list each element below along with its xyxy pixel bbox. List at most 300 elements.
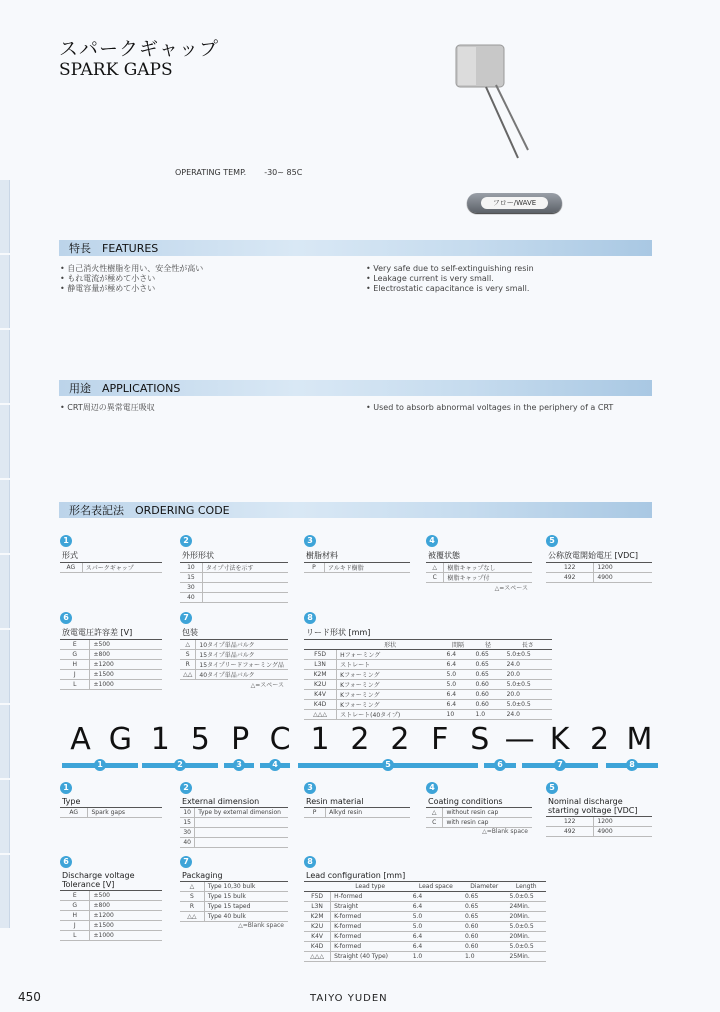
table-cell: AG — [60, 563, 82, 573]
table-row — [546, 817, 652, 827]
code-char: 2 — [390, 722, 410, 757]
table-cell: 10タイプ単品バルク — [196, 640, 288, 650]
table-cell: Type 10,30 bulk — [204, 882, 288, 892]
code-group-bars — [62, 760, 658, 770]
table-row — [60, 563, 162, 573]
table-header — [304, 640, 337, 650]
jp-area-b2 — [180, 535, 288, 603]
table-cell: 0.60 — [462, 922, 507, 932]
code-group-number: 5 — [382, 759, 394, 771]
table-cell: ストレート — [337, 660, 444, 670]
table-row — [304, 892, 546, 902]
table-cell: 20.0 — [504, 690, 552, 700]
table-row — [180, 640, 288, 650]
table-cell: 30 — [180, 583, 202, 593]
applications-jp: • CRT周辺の異常電圧吸収 — [60, 403, 155, 413]
table-cell: J — [60, 921, 90, 931]
table-cell — [195, 828, 288, 838]
code-group-number: 2 — [174, 759, 186, 771]
table-cell — [195, 818, 288, 828]
table-row — [60, 911, 162, 921]
jp-area-b1 — [60, 535, 162, 573]
jp-area-b7 — [180, 612, 288, 689]
table-cell: Type 15 bulk — [204, 892, 288, 902]
table-header: 間隔 — [444, 640, 473, 650]
block-title: Type — [60, 796, 162, 808]
table-row — [546, 573, 652, 583]
table-row — [180, 892, 288, 902]
block-number: 2 — [180, 535, 192, 547]
table-cell: 24.0 — [504, 710, 552, 720]
table-header: 長さ — [504, 640, 552, 650]
code-group-bar — [260, 760, 290, 769]
table-cell: 492 — [546, 827, 594, 837]
code-char: P — [231, 722, 250, 757]
block-table — [60, 563, 162, 573]
table-cell: P — [304, 563, 324, 573]
table-row — [180, 838, 288, 848]
table-cell: F5D — [304, 892, 331, 902]
table-row — [304, 902, 546, 912]
table-header — [304, 882, 331, 892]
code-char: 2 — [589, 722, 610, 757]
table-cell: 1.0 — [462, 952, 507, 962]
code-group-bar — [62, 760, 138, 769]
table-row — [304, 563, 410, 573]
table-cell: ±1500 — [90, 670, 162, 680]
table-cell: 樹脂キャップなし — [444, 563, 532, 573]
table-cell: ±1200 — [90, 911, 162, 921]
block-number: 6 — [60, 612, 72, 624]
table-cell: Straight — [331, 902, 410, 912]
table-cell: 6.4 — [444, 660, 473, 670]
block-table — [304, 808, 410, 818]
table-cell: H — [60, 911, 90, 921]
table-cell: ストレート(40タイプ) — [337, 710, 444, 720]
table-cell: L — [60, 931, 90, 941]
block-number: 1 — [60, 535, 72, 547]
table-cell: Kフォーミング — [337, 680, 444, 690]
en-area-b3 — [304, 782, 410, 818]
table-row — [304, 922, 546, 932]
table-header: Lead type — [331, 882, 410, 892]
table-row — [180, 593, 288, 603]
table-row — [60, 640, 162, 650]
spark-gap-product-image — [448, 40, 558, 165]
table-row — [304, 690, 552, 700]
block-table — [304, 882, 546, 962]
table-cell: Kフォーミング — [337, 670, 444, 680]
table-cell — [202, 583, 288, 593]
ordering-header: 形名表記法 ORDERING CODE — [59, 502, 652, 518]
table-cell: with resin cap — [443, 818, 532, 828]
table-cell: 0.65 — [462, 902, 507, 912]
block-title: リード形状 [mm] — [304, 626, 552, 640]
table-cell: 15 — [180, 818, 195, 828]
block-table — [304, 640, 552, 720]
table-cell: 0.65 — [462, 912, 507, 922]
block-title: 被覆状態 — [426, 549, 532, 563]
table-cell: タイプ寸法を示す — [202, 563, 288, 573]
table-cell: K2U — [304, 680, 337, 690]
table-cell: F5D — [304, 650, 337, 660]
table-row — [304, 650, 552, 660]
code-group-number: 4 — [269, 759, 281, 771]
table-cell — [195, 838, 288, 848]
table-row — [180, 583, 288, 593]
table-cell: 1.0 — [410, 952, 462, 962]
table-cell: 25Min. — [507, 952, 546, 962]
brand-name: TAIYO YUDEN — [310, 993, 388, 1004]
block-table — [180, 882, 288, 922]
table-cell: G — [60, 650, 90, 660]
table-row — [304, 932, 546, 942]
table-cell: 0.65 — [462, 892, 507, 902]
table-cell: 1200 — [594, 563, 652, 573]
page-title-jp: スパークギャップ — [59, 38, 220, 60]
code-char: 1 — [150, 722, 170, 757]
en-area-b1 — [60, 782, 162, 818]
block-title: Coating conditions — [426, 796, 532, 808]
table-cell: ±1500 — [90, 921, 162, 931]
side-tabs — [0, 180, 10, 930]
table-cell: R — [180, 660, 196, 670]
code-group-number: 1 — [94, 759, 106, 771]
block-note: △=Blank space — [482, 828, 528, 835]
block-note: △=スペース — [250, 682, 284, 689]
table-cell: 0.60 — [472, 690, 503, 700]
table-cell: Kフォーミング — [337, 700, 444, 710]
table-cell: ±500 — [90, 891, 162, 901]
table-cell: ±1000 — [90, 931, 162, 941]
table-cell: △△ — [180, 912, 204, 922]
table-header: 形状 — [337, 640, 444, 650]
table-cell: 10 — [444, 710, 473, 720]
table-row — [60, 670, 162, 680]
code-char: 2 — [350, 722, 370, 757]
table-cell: K2M — [304, 912, 331, 922]
table-cell: 40タイプ単品バルク — [196, 670, 288, 680]
table-row — [180, 818, 288, 828]
table-cell: S — [180, 892, 204, 902]
table-cell: アルキド樹脂 — [324, 563, 410, 573]
code-group-bar — [522, 760, 598, 769]
table-row — [180, 808, 288, 818]
block-note: △=スペース — [494, 585, 528, 592]
table-cell: 5.0 — [410, 912, 462, 922]
features-en: • Very safe due to self-extinguishing resin • Leakage current is very small. • Electrostatic capacitance is very small. — [366, 264, 534, 294]
table-cell: 5.0±0.5 — [504, 680, 552, 690]
applications-header: 用途 APPLICATIONS — [59, 380, 652, 396]
table-cell: 5.0 — [444, 670, 473, 680]
block-title: 樹脂材料 — [304, 549, 410, 563]
table-cell: Type 40 bulk — [204, 912, 288, 922]
block-number: 7 — [180, 612, 192, 624]
table-row — [426, 563, 532, 573]
table-row — [304, 912, 546, 922]
table-cell: R — [180, 902, 204, 912]
code-group-bar — [224, 760, 254, 769]
en-area-b7 — [180, 856, 288, 929]
code-char: 5 — [190, 722, 210, 757]
code-group-number: 6 — [494, 759, 506, 771]
table-cell: K4V — [304, 690, 337, 700]
table-cell: 24Min. — [507, 902, 546, 912]
table-cell: 15タイプ単品バルク — [196, 650, 288, 660]
block-number: 5 — [546, 782, 558, 794]
table-cell: L3N — [304, 660, 337, 670]
code-group-bar — [484, 760, 516, 769]
table-cell: G — [60, 901, 90, 911]
table-cell: Hフォーミング — [337, 650, 444, 660]
block-table — [180, 563, 288, 603]
table-row — [304, 808, 410, 818]
table-cell: 6.4 — [410, 942, 462, 952]
table-cell: △ — [180, 882, 204, 892]
table-cell: ±1000 — [90, 680, 162, 690]
table-cell: C — [426, 818, 443, 828]
block-title: Packaging — [180, 870, 288, 882]
block-number: 2 — [180, 782, 192, 794]
table-row — [60, 901, 162, 911]
block-number: 8 — [304, 856, 316, 868]
table-row — [180, 670, 288, 680]
table-cell: 492 — [546, 573, 594, 583]
table-cell: J — [60, 670, 90, 680]
block-table — [304, 563, 410, 573]
table-cell: △△△ — [304, 952, 331, 962]
table-cell: K-formed — [331, 932, 410, 942]
code-char: F — [431, 722, 449, 757]
table-cell: 20Min. — [507, 912, 546, 922]
table-cell: 樹脂キャップ付 — [444, 573, 532, 583]
jp-area-b6 — [60, 612, 162, 690]
table-cell: 6.4 — [444, 650, 473, 660]
table-cell: 40 — [180, 593, 202, 603]
table-cell: C — [426, 573, 444, 583]
block-table — [60, 808, 162, 818]
code-char: S — [470, 722, 490, 757]
table-row — [180, 573, 288, 583]
code-group-bar — [298, 760, 478, 769]
block-title: External dimension — [180, 796, 288, 808]
block-title: Nominal discharge starting voltage [VDC] — [546, 796, 652, 817]
table-cell: 5.0 — [410, 922, 462, 932]
table-cell: スパークギャップ — [82, 563, 162, 573]
table-row — [304, 670, 552, 680]
table-header: Diameter — [462, 882, 507, 892]
en-area-b6 — [60, 856, 162, 941]
block-title: Resin material — [304, 796, 410, 808]
table-row — [60, 921, 162, 931]
block-table — [180, 640, 288, 680]
table-header: 径 — [472, 640, 503, 650]
code-char: M — [626, 722, 653, 757]
table-cell: K-formed — [331, 912, 410, 922]
features-jp: • 自己消火性樹脂を用い、安全性が高い • もれ電流が極めて小さい • 静電容量が極めて小さい — [60, 264, 203, 294]
table-cell: L — [60, 680, 90, 690]
table-cell: △ — [180, 640, 196, 650]
table-header: Length — [507, 882, 546, 892]
jp-area-b5 — [546, 535, 652, 583]
block-title: 放電電圧許容差 [V] — [60, 626, 162, 640]
table-row — [304, 680, 552, 690]
table-row — [60, 660, 162, 670]
table-cell: K-formed — [331, 942, 410, 952]
table-cell: K4D — [304, 700, 337, 710]
table-cell: 5.0±0.5 — [507, 942, 546, 952]
jp-area-b8 — [304, 612, 552, 720]
table-row — [304, 952, 546, 962]
table-cell: AG — [60, 808, 88, 818]
code-char: A — [70, 722, 91, 757]
table-row — [180, 650, 288, 660]
table-cell: 5.0±0.5 — [504, 650, 552, 660]
code-char: — — [504, 722, 535, 757]
table-cell: H-formed — [331, 892, 410, 902]
table-cell: 6.4 — [410, 892, 462, 902]
table-cell: 1.0 — [472, 710, 503, 720]
en-area-b2 — [180, 782, 288, 848]
code-char: 1 — [310, 722, 330, 757]
table-cell: ±500 — [90, 640, 162, 650]
table-cell: L3N — [304, 902, 331, 912]
table-cell: Straight (40 Type) — [331, 952, 410, 962]
table-row — [180, 882, 288, 892]
table-cell: 0.60 — [462, 932, 507, 942]
code-char: K — [549, 722, 570, 757]
table-cell: 4900 — [594, 827, 652, 837]
table-row — [546, 827, 652, 837]
table-cell: 30 — [180, 828, 195, 838]
table-row — [304, 660, 552, 670]
table-cell: 40 — [180, 838, 195, 848]
table-cell: 24.0 — [504, 660, 552, 670]
table-cell: 0.65 — [472, 650, 503, 660]
table-cell: Spark gaps — [88, 808, 162, 818]
table-cell: 122 — [546, 817, 594, 827]
table-row — [60, 650, 162, 660]
block-table — [426, 563, 532, 583]
block-number: 8 — [304, 612, 316, 624]
table-cell: 10 — [180, 563, 202, 573]
table-row — [304, 710, 552, 720]
block-table — [426, 808, 532, 828]
block-number: 7 — [180, 856, 192, 868]
table-cell: 0.65 — [472, 660, 503, 670]
table-row — [546, 563, 652, 573]
table-cell: S — [180, 650, 196, 660]
table-cell: Type 15 taped — [204, 902, 288, 912]
block-title: 公称放電開始電圧 [VDC] — [546, 549, 652, 563]
table-cell: 0.60 — [472, 700, 503, 710]
code-group-number: 8 — [626, 759, 638, 771]
block-table — [546, 563, 652, 583]
block-number: 3 — [304, 782, 316, 794]
table-row — [180, 660, 288, 670]
block-number: 4 — [426, 535, 438, 547]
block-number: 4 — [426, 782, 438, 794]
table-cell: 15タイプリードフォーミング品 — [196, 660, 288, 670]
table-cell: 20.0 — [504, 670, 552, 680]
table-cell: K-formed — [331, 922, 410, 932]
table-cell: 6.4 — [444, 690, 473, 700]
table-cell: K4V — [304, 932, 331, 942]
table-header: Lead space — [410, 882, 462, 892]
code-char: C — [269, 722, 291, 757]
table-cell: △ — [426, 808, 443, 818]
table-cell: 15 — [180, 573, 202, 583]
applications-en: • Used to absorb abnormal voltages in the periphery of a CRT — [366, 403, 613, 413]
table-row — [180, 902, 288, 912]
table-cell: P — [304, 808, 326, 818]
table-cell: 20Min. — [507, 932, 546, 942]
table-row — [426, 818, 532, 828]
table-cell — [202, 593, 288, 603]
table-cell — [202, 573, 288, 583]
block-number: 5 — [546, 535, 558, 547]
table-cell: 5.0±0.5 — [507, 922, 546, 932]
operating-temp: OPERATING TEMP. -30~ 85C — [175, 168, 303, 177]
table-cell: ±800 — [90, 650, 162, 660]
block-title: Lead configuration [mm] — [304, 870, 546, 882]
block-title: 形式 — [60, 549, 162, 563]
table-cell: △ — [426, 563, 444, 573]
code-group-bar — [606, 760, 658, 769]
table-cell: 10 — [180, 808, 195, 818]
table-cell: 4900 — [594, 573, 652, 583]
features-header: 特長 FEATURES — [59, 240, 652, 256]
code-char: G — [108, 722, 133, 757]
table-row — [426, 808, 532, 818]
table-cell: without resin cap — [443, 808, 532, 818]
jp-area-b3 — [304, 535, 410, 573]
code-group-number: 3 — [233, 759, 245, 771]
table-row — [180, 563, 288, 573]
table-row — [304, 942, 546, 952]
table-cell: 0.65 — [472, 670, 503, 680]
block-title: Discharge voltage Tolerance [V] — [60, 870, 162, 891]
table-cell: K4D — [304, 942, 331, 952]
en-area-b4 — [426, 782, 532, 835]
table-cell: Kフォーミング — [337, 690, 444, 700]
table-cell: E — [60, 891, 90, 901]
table-row — [304, 700, 552, 710]
code-group-bar — [142, 760, 218, 769]
table-cell: 0.60 — [462, 942, 507, 952]
table-row — [60, 931, 162, 941]
table-cell: K2U — [304, 922, 331, 932]
table-cell: 6.4 — [410, 902, 462, 912]
table-row — [60, 808, 162, 818]
table-cell: Type by external dimension — [195, 808, 288, 818]
table-cell: 6.4 — [444, 700, 473, 710]
table-row — [60, 680, 162, 690]
page-title-en: SPARK GAPS — [59, 60, 173, 80]
table-cell: 5.0±0.5 — [504, 700, 552, 710]
en-area-b8 — [304, 856, 546, 962]
block-number: 6 — [60, 856, 72, 868]
table-cell: H — [60, 660, 90, 670]
code-example — [62, 722, 658, 757]
table-cell: ±800 — [90, 901, 162, 911]
table-cell: K2M — [304, 670, 337, 680]
block-table — [546, 817, 652, 837]
table-cell: 1200 — [594, 817, 652, 827]
table-row — [180, 828, 288, 838]
table-cell: △△ — [180, 670, 196, 680]
table-cell: E — [60, 640, 90, 650]
